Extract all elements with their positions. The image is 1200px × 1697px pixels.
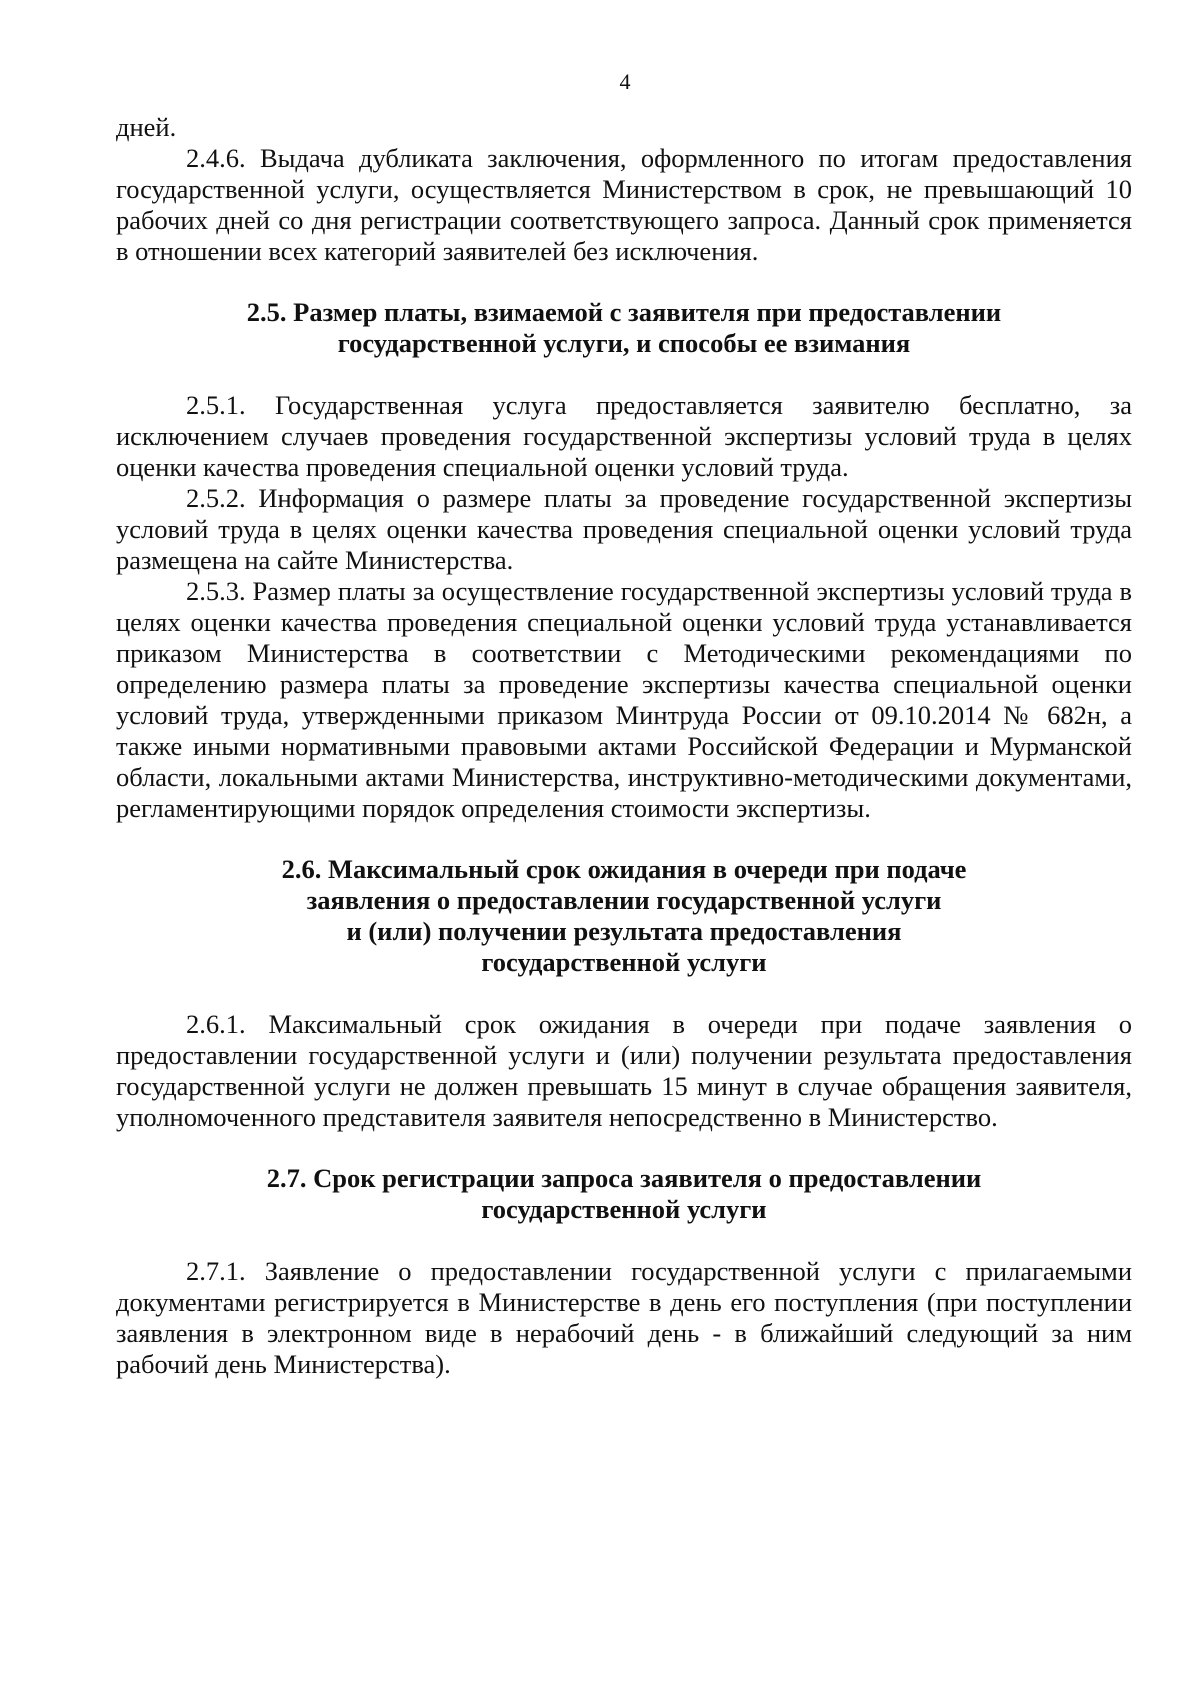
heading-2-6-line-2: заявления о предоставлении государственной услуги (306, 885, 942, 915)
heading-2-5 (116, 297, 1132, 359)
paragraph-2-4-6: 2.4.6. Выдача дубликата заключения, оформленного по итогам предоставления государственной услуги, осуществляется Министерством в срок, не превышающий 10 рабочих дней со дня регистрации соответствующего запроса. Данный срок применяется в отношении всех категорий заявителей без исключения. (116, 143, 1132, 266)
page-number: 4 (619, 69, 631, 94)
heading-2-6-line-3: и (или) получении результата предоставления (346, 916, 902, 946)
heading-2-6-line-4: государственной услуги (481, 947, 767, 977)
heading-2-5-line-2: государственной услуги, и способы ее взимания (337, 328, 911, 358)
heading-2-6-line-1: 2.6. Максимальный срок ожидания в очереди при подаче (281, 854, 967, 884)
paragraph-2-6-1: 2.6.1. Максимальный срок ожидания в очереди при подаче заявления о предоставлении государственной услуги и (или) получении результата предоставления государственной услуги не должен превышать 15 минут в случае обращения заявителя, уполномоченного представителя заявителя непосредственно в Министерство. (116, 1009, 1132, 1132)
paragraph-2-5-1: 2.5.1. Государственная услуга предоставляется заявителю бесплатно, за исключением случаев проведения государственной экспертизы условий труда в целях оценки качества проведения специальной оценки условий труда. (116, 390, 1132, 482)
heading-2-7-line-1: 2.7. Срок регистрации запроса заявителя о предоставлении (266, 1163, 982, 1193)
heading-2-6 (116, 854, 1132, 978)
paragraph-2-7-1: 2.7.1. Заявление о предоставлении государственной услуги с прилагаемыми документами регистрируется в Министерстве в день его поступления (при поступлении заявления в электронном виде в нерабочий день - в ближайший следующий за ним рабочий день Министерства). (116, 1256, 1132, 1379)
paragraph-2-5-3: 2.5.3. Размер платы за осуществление государственной экспертизы условий труда в целях оценки качества проведения специальной оценки условий труда устанавливается приказом Министерства в соответствии с Методическими рекомендациями по определению размера платы за проведение экспертизы качества специальной оценки условий труда, утвержденными приказом Минтруда России от 09.10.2014 № 682н, а также иными нормативными правовыми актами Российской Федерации и Мурманской области, локальными актами Министерства, инструктивно-методическими документами, регламентирующими порядок определения стоимости экспертизы. (116, 576, 1132, 823)
heading-2-5-line-1: 2.5. Размер платы, взимаемой с заявителя при предоставлении (246, 297, 1002, 327)
heading-2-7-line-2: государственной услуги (481, 1194, 767, 1224)
paragraph-2-5-2: 2.5.2. Информация о размере платы за проведение государственной экспертизы условий труда в целях оценки качества проведения специальной оценки условий труда размещена на сайте Министерства. (116, 483, 1132, 575)
paragraph-continuation: дней. (116, 112, 177, 142)
heading-2-7 (116, 1163, 1132, 1225)
document-body (116, 112, 1132, 1380)
